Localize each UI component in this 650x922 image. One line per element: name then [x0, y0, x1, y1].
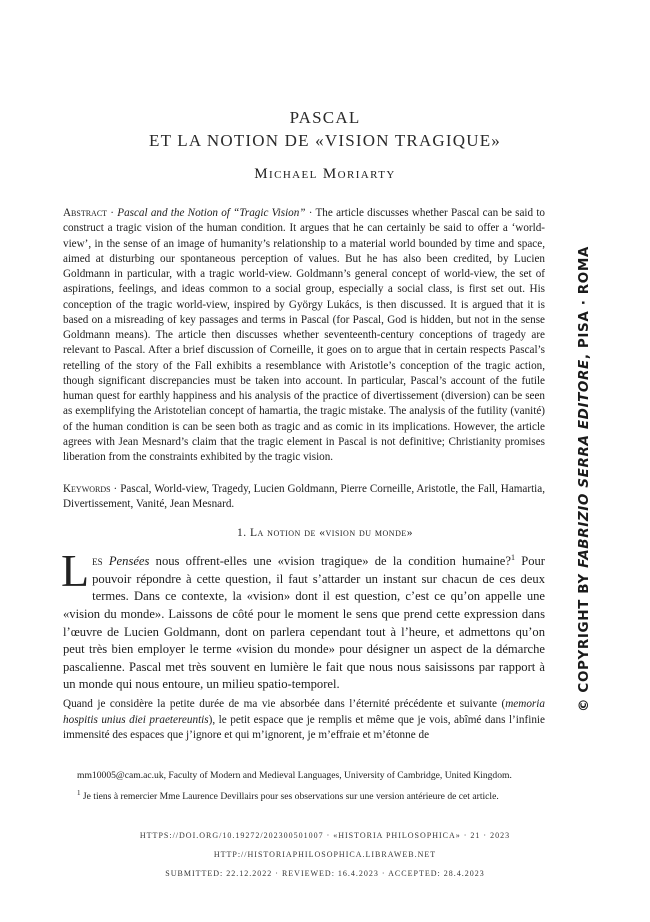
abstract-separator: ·: [107, 207, 118, 219]
journal-url[interactable]: HTTP://HISTORIAPHILOSOPHICA.LIBRAWEB.NET: [213, 850, 437, 859]
author-affiliation: mm10005@cam.ac.uk, Faculty of Modern and Medieval Languages, University of Cambridge, United Kingdom.: [77, 770, 512, 781]
section-heading: [0, 527, 650, 539]
quote-latin: memoria hospitis unius diei praetereuntis: [63, 698, 545, 726]
footnote-reference[interactable]: 1: [510, 553, 515, 562]
abstract-label: Abstract: [63, 207, 108, 219]
keywords: [63, 482, 545, 513]
body-paragraph: [61, 545, 545, 694]
copyright-part-3: , PISA · ROMA: [576, 246, 592, 360]
body-italic-title: Pensées: [108, 554, 150, 569]
copyright-publisher: FABRIZIO SERRA EDITORE: [576, 359, 592, 568]
submission-dates: SUBMITTED: 22.12.2022 · REVIEWED: 16.4.2023 · ACCEPTED: 28.4.2023: [165, 869, 485, 878]
footnotes: [63, 769, 545, 803]
abstract-separator-2: ·: [305, 207, 316, 219]
abstract-english-title: Pascal and the Notion of “Tragic Vision”: [117, 207, 306, 219]
keywords-separator: ·: [110, 483, 121, 495]
footnote-1: [63, 787, 545, 804]
abstract-text: The article discusses whether Pascal can be said to construct a tragic vision of the human condition. It argues that he can certainly be said to offer a ‘world-view’, in the sense of an image of humanity’s relationship to a material world bounded by time and space, aimed at disturbing our spontaneous perception of values. But he has also been credited, by Lucien Goldmann in particular, with a tragic world-view. Goldmann’s general concept of world-view, the set of aspirations, feelings, and ideas common to a social group, especially a social class, is first set out. His conception of the tragic world-view, inspired by György Lukács, is then discussed. It is argued that it is based on a misreading of key passages and terms in Pascal (for Pascal, God is hidden, but not in the sense Goldmann means). The article then discusses whether seventeenth-century conceptions of tragedy are relevant to Pascal. After a brief discussion of Corneille, it goes on to argue that in certain respects Pascal’s retelling of the story of the Fall exhibits a resemblance with Aristotle’s conception of the tragic action, though significant discrepancies must be taken into account. In particular, Pascal’s account of the futile human quest for earthly happiness and his analysis of the practice of divertissement (diversion) can be seen as exemplifying the Aristotelian concept of hamartia, the tragic mistake. The analysis of the futility (vanité) of the human condition is can be seen both as tragic and as comic in its implications. However, the article agrees with Jean Mesnard’s claim that the tragic element in Pascal is not definitive; Christianity promises liberation from the constraints exhibited by the tragic vision.: [63, 207, 545, 463]
copyright-part-1: © COPYRIGHT BY: [576, 568, 592, 712]
drop-cap: L: [61, 545, 90, 596]
quote-text-1: Quand je considère la petite durée de ma vie absorbée dans l’éternité précédente et suivante (: [63, 698, 506, 710]
keywords-label: Keywords: [63, 483, 111, 495]
author-name: Michael Moriarty: [254, 166, 396, 182]
svg-text:© COPYRIGHT BY FABRIZIO SERRA: [576, 246, 592, 712]
body-text-1: nous offrent-elles une «vision tragique» de la condition humaine?: [149, 554, 511, 569]
doi-line[interactable]: HTTPS://DOI.ORG/10.19272/202300501007 · «HISTORIA PHILOSOPHICA» · 21 · 2023: [139, 831, 511, 840]
copyright-notice: [574, 244, 592, 714]
abstract: [63, 206, 545, 465]
pascal-quotation: [63, 697, 545, 744]
article-title-line-2: ET LA NOTION DE «VISION TRAGIQUE»: [148, 131, 502, 150]
first-word-rest: es: [92, 554, 103, 569]
copyright-vertical-text: [574, 244, 592, 714]
section-title: La notion de «vision du monde»: [250, 527, 413, 539]
section-number: 1.: [237, 527, 247, 539]
body-text-2: Pour pouvoir répondre à cette question, il faut s’attarder un instant sur chacun de ces deux termes. Dans ce contexte, la «vision» dont il est question, c’est ce qu’on appelle une «vision du monde». Laissons de côté pour le moment le sens que prend cette expression dans l’œuvre de Lucien Goldmann, dont on parlera cependant tout à l’heure, et admettons qu’on peut très bien employer le terme «vision du monde» pour désigner un aspect de la démarche pascalienne. Pascal met très souvent en lumière le fait que nous nous saisissons par rapport à un monde qui nous entoure, un milieu spatio-temporel.: [63, 554, 545, 692]
footnote-1-text: Je tiens à remercier Mme Laurence Devillairs pour ses observations sur une version antérieure de cet article.: [82, 790, 499, 802]
quote-text-2: ), le petit espace que je remplis et même que je vois, abîmé dans l’infinie immensité des espaces que j’ignore et qui m’ignorent, je m’effraie et m’étonne de: [63, 713, 545, 742]
keywords-text: Pascal, World-view, Tragedy, Lucien Goldmann, Pierre Corneille, Aristotle, the Fall, Hamartia, Divertissement, Vanité, Jean Mesnard.: [63, 483, 545, 511]
article-title-line-1: PASCAL: [289, 108, 361, 127]
footnote-1-number: 1: [77, 788, 81, 797]
